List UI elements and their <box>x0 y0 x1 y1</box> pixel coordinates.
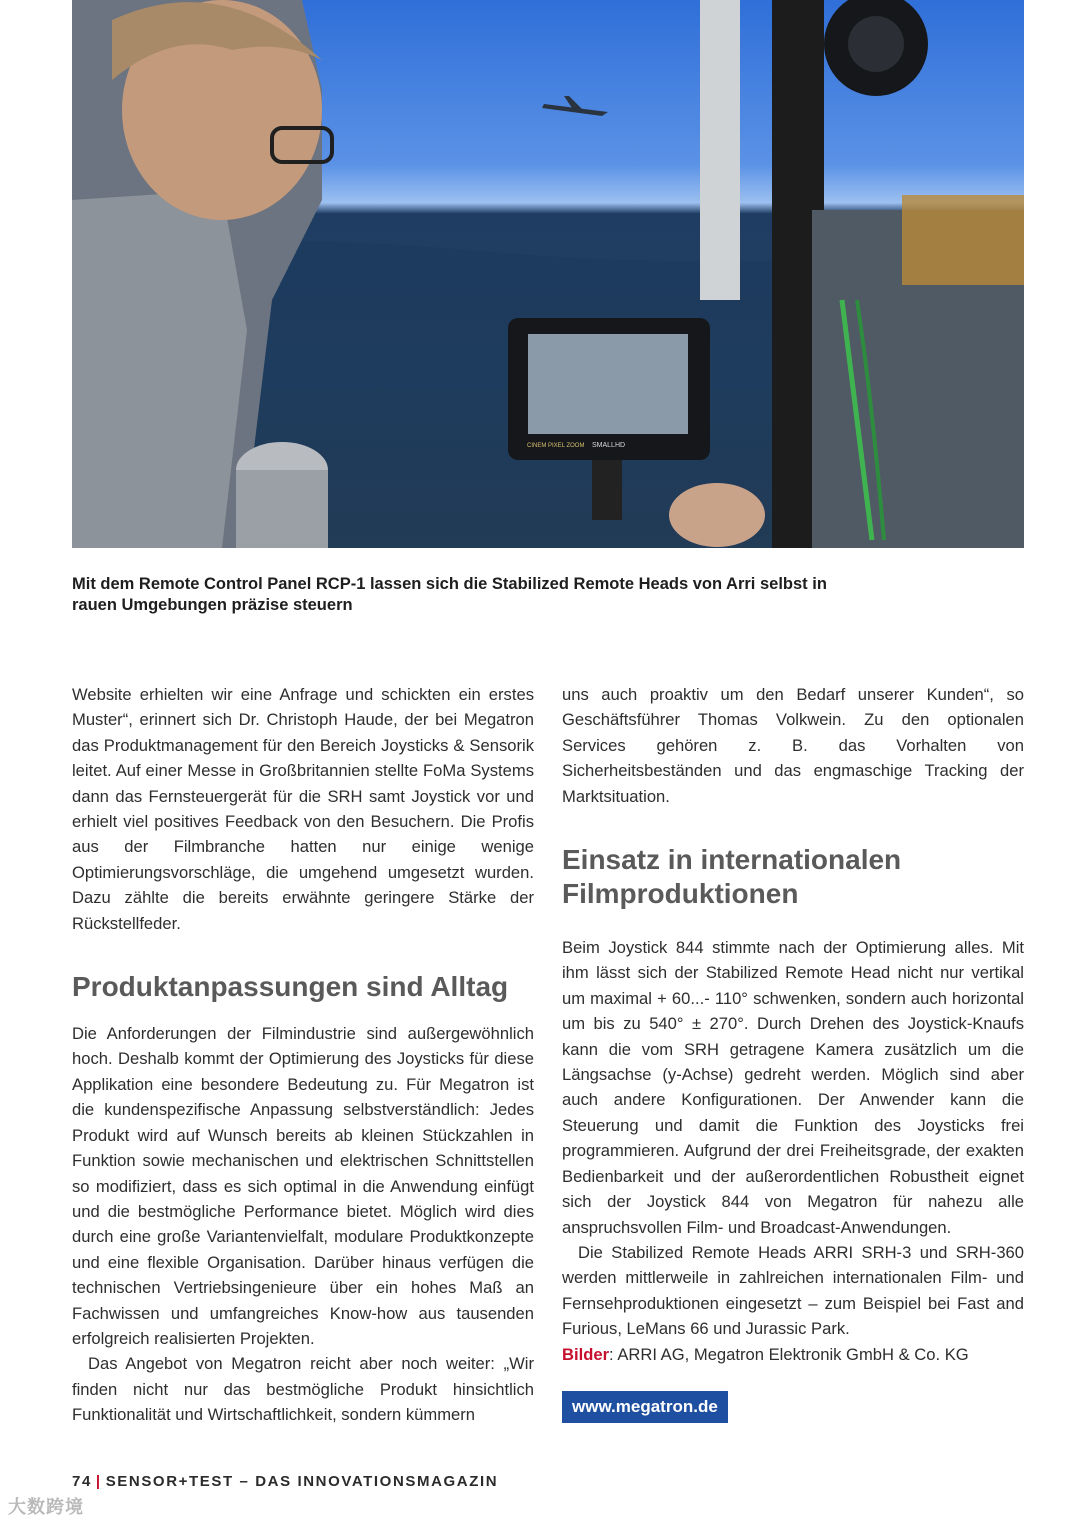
page-footer <box>72 1473 498 1490</box>
section-heading: Produktanpassungen sind Alltag <box>72 971 509 1003</box>
body-paragraph: Die Anforderungen der Filmindustrie sind außergewöhnlich hoch. Deshalb kommt der Optimierung des Joysticks für diese Applikation eine besondere Bedeutung zu. Für Megatron ist die kundenspezifische Anpassung selbstverständlich: Jedes Produkt wird auf Wunsch bereits ab kleinen Stückzahlen in Funktion sowie mechanischen und elektrischen Schnittstellen so modifiziert, dass es sich optimal in die Anwendung einfügt und die bestmögliche Performance bietet. Möglich wird dies durch eine große Variantenvielfalt, modulare Produktkonzepte und eine flexible Organisation. Darüber hinaus verfügen die technischen Vertriebsingenieure über ein hohes Maß an Fachwissen und umfangreiches Know-how aus tausenden erfolgreich realisierten Projekten. <box>72 1024 534 1348</box>
footer-separator: | <box>95 1473 102 1490</box>
photo-caption: Mit dem Remote Control Panel RCP-1 lassen sich die Stabilized Remote Heads von Arri selbst in rauen Umgebungen präzise steuern <box>72 575 827 614</box>
boat-scene-illustration <box>72 0 1024 548</box>
page-number: 74 <box>72 1473 92 1490</box>
left-column <box>72 682 534 1428</box>
credits-label: Bilder <box>562 1344 610 1364</box>
monitor-label-right: SMALLHD <box>592 442 626 449</box>
body-paragraph: Website erhielten wir eine Anfrage und schickten ein erstes Muster“, erinnert sich Dr. Christoph Haude, der bei Megatron das Produktmanagement für den Bereich Joysticks & Sensorik leitet. Auf einer Messe in Großbritannien stellte FoMa Systems dann das Fernsteuergerät für die SRH samt Joystick vor und erhielt viel positives Feedback von den Besuchern. Die Profis aus der Filmbranche hatten nur einige wenige Optimierungsvorschläge, die umgehend umgesetzt wurden. Dazu zählte die bereits erwähnte geringere Stärke der Rückstellfeder. <box>72 685 534 933</box>
website-link[interactable]: www.megatron.de <box>562 1391 728 1423</box>
body-paragraph: uns auch proaktiv um den Bedarf unserer Kunden“, so Geschäftsführer Thomas Volkwein. Zu den optionalen Services gehören z. B. das Vorhalten von Sicherheitsbeständen und das engmaschige Tracking der Marktsituation. <box>562 685 1024 806</box>
section-heading: Einsatz in internationalen Filmproduktionen <box>562 844 902 910</box>
camera-head-icon <box>824 0 928 96</box>
body-paragraph: Beim Joystick 844 stimmte nach der Optimierung alles. Mit ihm lässt sich der Stabilized Remote Head nicht nur vertikal um maximal + 60...- 110° schwenken, sondern auch horizontal um bis zu 540° ± 270°. Durch Drehen des Joystick-Knaufs kann die vom SRH getragene Kamera zusätzlich um die Längsachse (y-Achse) gedreht werden. Möglich sind aber auch andere Konfigurationen. Der Anwender kann die Steuerung und damit die Funktion des Joysticks frei programmieren. Aufgrund der drei Freiheitsgrade, der exakten Bedienbarkeit und der außerordentlichen Robustheit eignet sich der Joystick 844 von Megatron für nahezu alle anspruchsvollen Film- und Broadcast-Anwendungen. <box>562 938 1024 1237</box>
joystick-knob-icon <box>236 442 328 548</box>
monitor-label-left: CINEM PIXEL ZOOM <box>527 443 585 449</box>
watermark: 大数跨境 <box>8 1497 84 1517</box>
image-credits <box>562 1342 1024 1367</box>
magazine-title: SENSOR+TEST – DAS INNOVATIONSMAGAZIN <box>105 1473 499 1490</box>
credits-text: : ARRI AG, Megatron Elektronik GmbH & Co. KG <box>609 1344 969 1364</box>
airplane-icon <box>542 96 608 116</box>
hero-photo <box>72 0 1024 548</box>
right-column <box>562 682 1024 1423</box>
body-paragraph: Die Stabilized Remote Heads ARRI SRH-3 und SRH-360 werden mittlerweile in zahlreichen internationalen Film- und Fernsehproduktionen eingesetzt – zum Beispiel bei Fast and Furious, LeMans 66 und Jurassic Park. <box>562 1242 1024 1339</box>
body-paragraph: Das Angebot von Megatron reicht aber noch weiter: „Wir finden nicht nur das bestmögliche Produkt hinsichtlich Funktionalität und Wirtschaftlichkeit, sondern kümmern <box>72 1354 534 1425</box>
